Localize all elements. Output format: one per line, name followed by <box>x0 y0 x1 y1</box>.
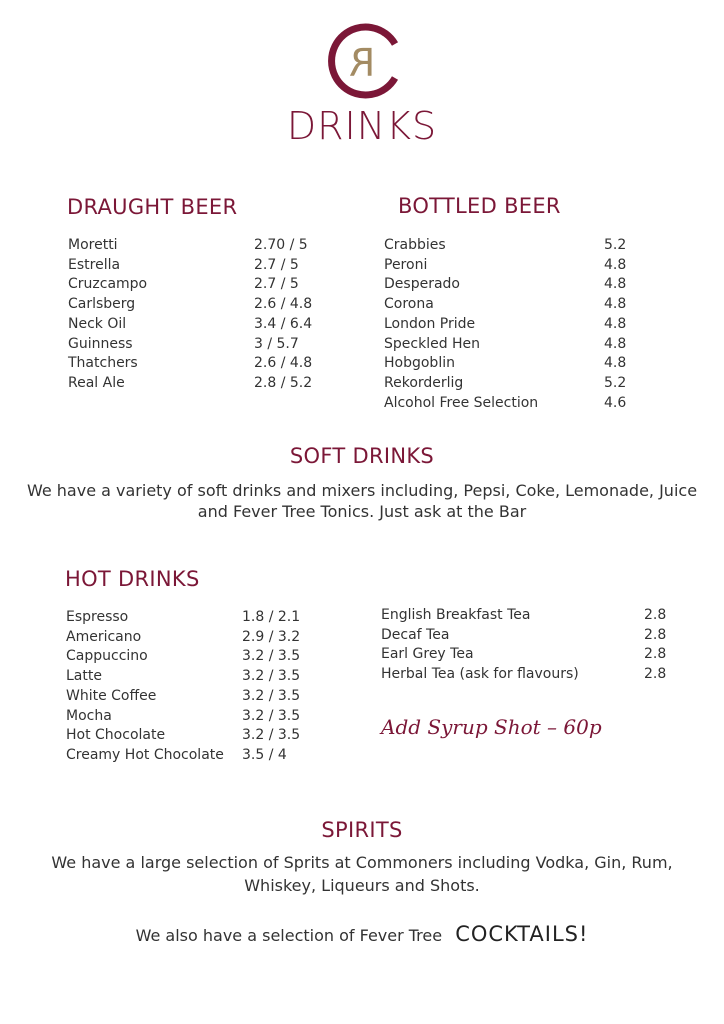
item-name: Carlsberg <box>68 296 136 313</box>
item-name: Corona <box>384 296 434 313</box>
draught-beer-row <box>68 274 344 294</box>
item-price: 1.8 / 2.1 <box>242 609 301 625</box>
item-name: Rekorderlig <box>384 374 464 391</box>
cocktails-line <box>0 922 724 946</box>
draught-beer-row <box>68 334 344 354</box>
item-name: Mocha <box>66 707 112 724</box>
item-price: 2.70 / 5 <box>254 237 308 253</box>
item-price: 2.7 / 5 <box>254 256 299 273</box>
item-price: 4.8 <box>604 276 627 293</box>
item-price: 2.8 / 5.2 <box>254 374 313 391</box>
item-name: Hot Chocolate <box>66 727 166 744</box>
item-name: White Coffee <box>66 687 157 704</box>
coffee-row <box>66 745 332 765</box>
soft-drinks-line-2: and Fever Tree Tonics. Just ask at the Bar <box>197 502 527 521</box>
item-price: 3.2 / 3.5 <box>242 687 301 704</box>
tea-row <box>381 644 724 664</box>
tea-row <box>381 664 724 684</box>
draught-beer-row <box>68 353 344 373</box>
item-name: Americano <box>66 628 142 645</box>
item-name: Latte <box>66 668 102 685</box>
logo <box>323 22 401 100</box>
coffee-row <box>66 706 332 726</box>
item-price: 4.6 <box>604 394 627 411</box>
item-price: 4.8 <box>604 335 627 352</box>
item-price: 2.8 <box>644 626 667 643</box>
bottled-beer-row <box>384 393 694 413</box>
draught-beer-row <box>68 294 344 314</box>
item-name: Neck Oil <box>68 315 127 332</box>
bottled-beer-row <box>384 274 694 294</box>
item-name: Speckled Hen <box>384 335 481 352</box>
item-name: Real Ale <box>68 374 125 391</box>
tea-row <box>381 625 724 645</box>
cocktails-intro: We also have a selection of Fever Tree <box>135 926 443 945</box>
item-price: 2.8 <box>644 646 667 663</box>
bottled-beer-row <box>384 314 694 334</box>
item-price: 3.2 / 3.5 <box>242 648 301 665</box>
item-name: Estrella <box>68 256 121 273</box>
soft-drinks-title: SOFT DRINKS <box>289 444 435 468</box>
item-price: 2.6 / 4.8 <box>254 296 313 313</box>
item-name: Peroni <box>384 256 428 273</box>
item-price: 3.2 / 3.5 <box>242 668 301 685</box>
bottled-beer-title: BOTTLED BEER <box>398 194 561 218</box>
coffee-row <box>66 725 332 745</box>
page-title: DRINKS <box>286 104 438 148</box>
item-name: London Pride <box>384 315 476 332</box>
item-name: Decaf Tea <box>381 626 450 643</box>
item-name: Earl Grey Tea <box>381 646 474 663</box>
item-name: Herbal Tea (ask for flavours) <box>381 666 579 683</box>
bottled-beer-row <box>384 353 694 373</box>
item-price: 4.8 <box>604 355 627 372</box>
item-name: Creamy Hot Chocolate <box>66 746 224 763</box>
draught-beer-title: DRAUGHT BEER <box>67 195 238 219</box>
bottled-beer-row <box>384 373 694 393</box>
hot-drinks-title: HOT DRINKS <box>65 567 200 591</box>
item-name: English Breakfast Tea <box>381 607 531 623</box>
draught-beer-row <box>68 373 344 393</box>
coffee-row <box>66 627 332 647</box>
item-price: 3.2 / 3.5 <box>242 727 301 744</box>
item-price: 3.4 / 6.4 <box>254 315 313 332</box>
item-price: 4.8 <box>604 256 627 273</box>
spirits-line-1: We have a large selection of Sprits at Commoners including Vodka, Gin, Rum, <box>51 853 673 872</box>
item-price: 5.2 <box>604 237 627 253</box>
item-name: Alcohol Free Selection <box>384 394 539 411</box>
item-name: Espresso <box>66 609 129 625</box>
tea-row <box>381 605 724 625</box>
item-price: 3.2 / 3.5 <box>242 707 301 724</box>
item-price: 2.6 / 4.8 <box>254 355 313 372</box>
bottled-beer-row <box>384 235 694 255</box>
coffee-row <box>66 607 332 627</box>
coffee-row <box>66 646 332 666</box>
cocktails-word: COCKTAILS! <box>455 922 589 946</box>
bottled-beer-row <box>384 294 694 314</box>
syrup-shot-note: Add Syrup Shot – 60p <box>381 715 602 739</box>
item-price: 4.8 <box>604 296 627 313</box>
coffee-row <box>66 666 332 686</box>
item-name: Hobgoblin <box>384 355 455 372</box>
item-price: 5.2 <box>604 374 627 391</box>
soft-drinks-line-1: We have a variety of soft drinks and mixers including, Pepsi, Coke, Lemonade, Juice <box>26 481 698 500</box>
draught-beer-row <box>68 314 344 334</box>
logo-letter: R <box>348 41 376 85</box>
bottled-beer-row <box>384 334 694 354</box>
item-name: Cruzcampo <box>68 276 148 293</box>
item-price: 3.5 / 4 <box>242 746 287 763</box>
spirits-line-2: Whiskey, Liqueurs and Shots. <box>244 876 480 895</box>
item-price: 2.9 / 3.2 <box>242 628 301 645</box>
item-name: Cappuccino <box>66 648 148 665</box>
item-name: Thatchers <box>68 355 138 372</box>
item-price: 2.8 <box>644 666 667 683</box>
item-price: 3 / 5.7 <box>254 335 299 352</box>
draught-beer-row <box>68 255 344 275</box>
spirits-title: SPIRITS <box>321 818 403 842</box>
item-price: 4.8 <box>604 315 627 332</box>
coffee-row <box>66 686 332 706</box>
bottled-beer-row <box>384 255 694 275</box>
item-price: 2.8 <box>644 607 667 623</box>
item-name: Crabbies <box>384 237 446 253</box>
item-name: Moretti <box>68 237 118 253</box>
draught-beer-row <box>68 235 344 255</box>
item-name: Guinness <box>68 335 133 352</box>
item-price: 2.7 / 5 <box>254 276 299 293</box>
item-name: Desperado <box>384 276 460 293</box>
